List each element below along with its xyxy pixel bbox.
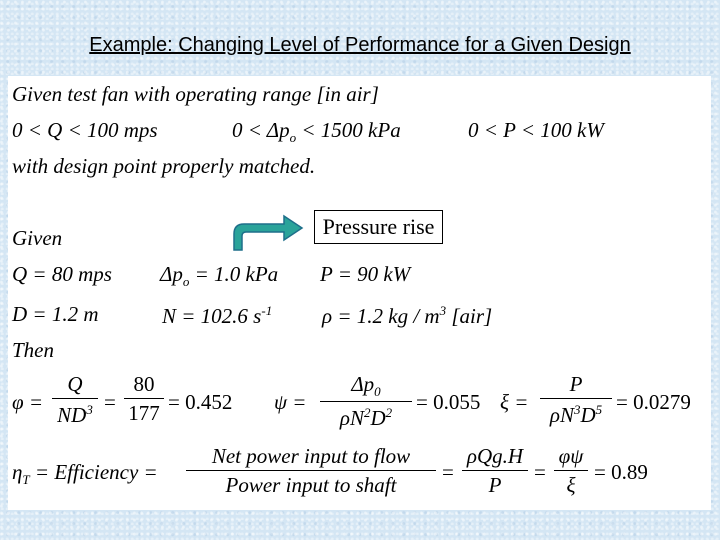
psi-den-sup-2: 2 (385, 405, 393, 421)
xi-fraction (540, 374, 612, 426)
phi-fraction-bar (52, 398, 98, 399)
efficiency-lhs (12, 462, 158, 486)
efficiency-numerator: Net power input to flow (211, 444, 411, 468)
phi-numerator-2: 80 (133, 372, 155, 396)
intro-line-1: Given test fan with operating range [in air] (12, 82, 379, 106)
psi-lhs: ψ = (274, 390, 307, 414)
psi-denominator (320, 406, 412, 429)
range-pressure-sub: o (289, 130, 297, 146)
given-density (322, 304, 492, 327)
psi-fraction-bar (320, 401, 412, 402)
slide-title (0, 34, 720, 57)
xi-den-sup-2: 5 (595, 402, 603, 417)
given-power: P = 90 kW (320, 262, 411, 286)
given-speed (162, 304, 272, 327)
given-pressure-sub: o (182, 274, 190, 290)
arrow-icon (230, 212, 310, 252)
range-power: 0 < P < 100 kW (468, 118, 604, 142)
efficiency-equals-1: = (442, 460, 454, 484)
pressure-rise-callout: Pressure rise (314, 210, 443, 244)
intro-line-3: with design point properly matched. (12, 154, 316, 178)
efficiency-lhs-rest: = Efficiency = (29, 460, 158, 484)
xi-lhs: ξ = (500, 390, 529, 414)
phi-numerator: Q (67, 372, 83, 396)
given-density-sup: 3 (439, 303, 447, 318)
efficiency-fraction-bar-2 (462, 470, 528, 471)
given-density-rest: [air] (446, 304, 493, 328)
xi-den-mid: D (580, 403, 596, 427)
xi-denominator (540, 403, 612, 426)
psi-den-mid: D (370, 406, 386, 431)
range-pressure (232, 120, 401, 144)
range-flow: 0 < Q < 100 mps (12, 118, 158, 142)
xi-fraction-bar (540, 398, 612, 399)
psi-result: = 0.055 (416, 390, 481, 414)
phi-result: = 0.452 (168, 390, 233, 414)
phi-lhs: φ = (12, 390, 44, 414)
efficiency-fraction-bar-3 (554, 470, 588, 471)
efficiency-result: = 0.89 (594, 460, 648, 484)
content-panel (8, 76, 711, 510)
psi-fraction (320, 374, 412, 429)
phi-fraction (52, 374, 98, 426)
given-flow: Q = 80 mps (12, 262, 112, 286)
phi-fraction-2 (124, 374, 164, 424)
range-pressure-rest: < 1500 kPa (296, 118, 401, 142)
xi-result: = 0.0279 (616, 390, 691, 414)
xi-numerator: P (569, 372, 583, 396)
efficiency-denominator: Power input to shaft (225, 473, 397, 497)
psi-num-sub: 0 (374, 384, 381, 400)
psi-den-text: ρN (339, 406, 364, 431)
efficiency-fraction-3 (554, 446, 588, 496)
xi-den-sup-1: 3 (573, 402, 581, 417)
efficiency-denominator-2: P (488, 473, 502, 497)
then-label: Then (12, 338, 54, 362)
efficiency-eta-sub: T (22, 472, 30, 488)
efficiency-eta: η (12, 460, 23, 484)
given-label: Given (12, 226, 63, 250)
efficiency-fraction (186, 446, 436, 496)
xi-den-text: ρN (549, 403, 574, 427)
range-pressure-symbol: 0 < Δp (232, 118, 290, 142)
efficiency-fraction-2 (462, 446, 528, 496)
efficiency-numerator-2: ρQg.H (466, 444, 524, 468)
efficiency-denominator-3: ξ (566, 473, 576, 497)
given-diameter: D = 1.2 m (12, 302, 99, 326)
efficiency-fraction-bar (186, 470, 436, 471)
phi-fraction-bar-2 (124, 398, 164, 399)
given-speed-sup: -1 (261, 303, 273, 318)
efficiency-numerator-3: φψ (558, 444, 584, 468)
given-speed-text: N = 102.6 s (162, 304, 262, 328)
efficiency-equals-2: = (534, 460, 546, 484)
given-pressure-symbol: Δp (160, 262, 183, 286)
phi-denominator (52, 403, 98, 426)
given-pressure-rest: = 1.0 kPa (189, 262, 279, 286)
psi-num-text: Δp (351, 372, 375, 396)
given-density-text: ρ = 1.2 kg / m (322, 304, 440, 328)
given-pressure (160, 264, 278, 288)
phi-den-sup: 3 (86, 402, 93, 417)
psi-numerator (320, 374, 412, 398)
slide-title-text: Example: Changing Level of Performance for a Given Design (89, 34, 631, 56)
psi-den-sup-1: 2 (363, 405, 371, 421)
phi-denominator-2: 177 (128, 401, 160, 425)
phi-equals: = (104, 390, 116, 414)
phi-den-text: ND (57, 403, 87, 427)
